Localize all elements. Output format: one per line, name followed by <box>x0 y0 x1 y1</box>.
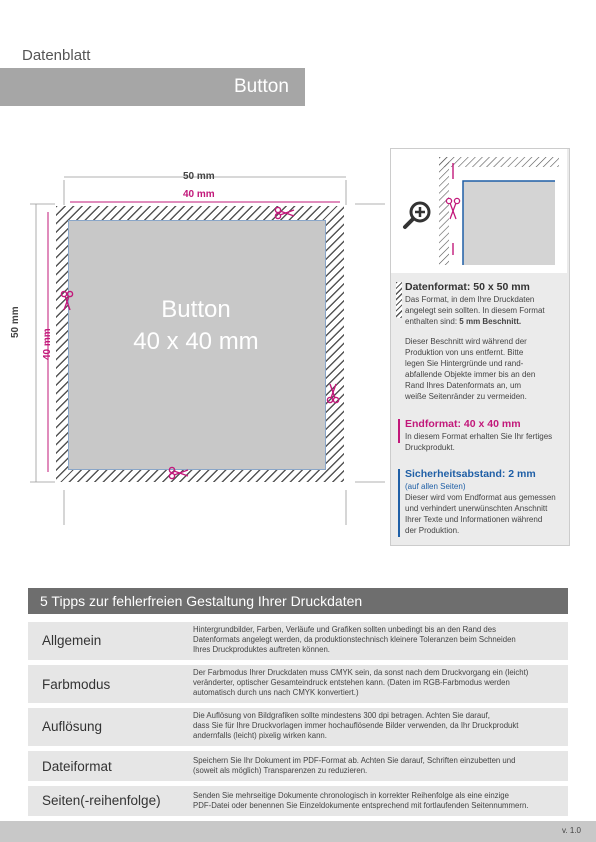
sicherheit-text-3: Ihrer Texte und Informationen während <box>405 515 543 524</box>
footer-bar <box>0 821 596 842</box>
beschnitt-text-3: legen Sie Hintergründe und rand- <box>405 359 524 368</box>
button-label: Button <box>161 296 231 323</box>
datenformat-title: Datenformat: 50 x 50 mm <box>405 281 530 293</box>
sicherheit-subtitle: (auf allen Seiten) <box>405 482 466 491</box>
version-label: v. 1.0 <box>562 826 581 835</box>
scissors-icon <box>274 206 296 220</box>
sicherheit-title: Sicherheitsabstand: 2 mm <box>405 468 536 480</box>
tip-label: Auflösung <box>42 719 103 734</box>
datenformat-text-1: Das Format, in dem Ihre Druckdaten <box>405 295 535 304</box>
page-title: Button <box>234 76 289 97</box>
datenformat-text-bold: 5 mm Beschnitt. <box>459 317 522 326</box>
bleed-indicator <box>396 282 402 318</box>
beschnitt-text-2: Produktion von uns entfernt. Bitte <box>405 348 524 357</box>
beschnitt-text-6: weiße Seitenränder zu vermeiden. <box>405 392 527 401</box>
endformat-text-2: Druckprodukt. <box>405 443 455 452</box>
scissors-icon <box>326 382 340 404</box>
tip-text: Der Farbmodus Ihrer Druckdaten muss CMYK sein, da sonst nach dem Druckvorgang ein (leicht) veränderter, optischer Gesamteindruck entstehen kann. (Daten im RGB-Farbmodus werden automatisch durch uns nach CMYK konvertiert.) <box>193 668 529 697</box>
datenformat-text-2: angelegt sein sollten. In diesem Format <box>405 306 545 315</box>
tip-text: Senden Sie mehrseitige Dokumente chronologisch in korrekter Reihenfolge als eine einzige PDF-Datei oder benennen Sie Einzeldokumente entsprechend mit fortlaufenden Seitennummern. <box>193 791 529 810</box>
tips-title: 5 Tipps zur fehlerfreien Gestaltung Ihrer Druckdaten <box>40 593 363 609</box>
magnifier-plus-icon <box>401 200 433 230</box>
scissors-icon <box>60 290 74 312</box>
endformat-indicator <box>398 419 400 443</box>
tip-text: Die Auflösung von Bildgrafiken sollte mindestens 300 dpi betragen. Achten Sie darauf, dass Sie für Ihre Druckvorlagen immer hochauflösende Bilder verwenden, da Ihr Druckprodukt andernfalls (leicht) pixelig wirken kann. <box>193 711 519 740</box>
beschnitt-text-1: Dieser Beschnitt wird während der <box>405 337 527 346</box>
tip-label: Dateiformat <box>42 759 112 774</box>
inner-width-label: 40 mm <box>183 189 215 200</box>
tip-text: Speichern Sie Ihr Dokument im PDF-Format ab. Achten Sie darauf, Schriften einzubetten und (soweit als möglich) Transparenzen zu reduzieren. <box>193 756 516 775</box>
outer-height-label: 50 mm <box>10 306 21 338</box>
endformat-title: Endformat: 40 x 40 mm <box>405 418 521 430</box>
endformat-text-1: In diesem Format erhalten Sie Ihr fertiges <box>405 432 553 441</box>
sicherheit-text-2: und verhindert unerwünschten Anschnitt <box>405 504 548 513</box>
beschnitt-text-4: abfallende Objekte immer bis an den <box>405 370 536 379</box>
sicherheit-text-1: Dieser wird vom Endformat aus gemessen <box>405 493 556 502</box>
button-size-label: 40 x 40 mm <box>133 328 259 355</box>
inner-height-label: 40 mm <box>42 328 53 360</box>
tip-label: Allgemein <box>42 633 102 648</box>
scissors-icon <box>168 466 190 480</box>
sicherheit-indicator <box>398 469 400 537</box>
sicherheit-text-4: der Produktion. <box>405 526 460 535</box>
tip-label: Seiten(-reihenfolge) <box>42 793 161 808</box>
tip-label: Farbmodus <box>42 677 111 692</box>
tip-text: Hintergrundbilder, Farben, Verläufe und Grafiken sollten unbedingt bis an den Rand des Datenformats angelegt werden, da produktionstechnisch kleinere Toleranzen beim Schneiden Ihres Druckproduktes auftreten können. <box>193 625 516 654</box>
beschnitt-text-5: Rand Ihres Datenformats an, um <box>405 381 522 390</box>
datenformat-text-3: enthalten sind: 5 mm Beschnitt. <box>405 317 522 326</box>
datasheet-tab-label: Datenblatt <box>22 47 91 64</box>
outer-width-label: 50 mm <box>183 171 215 182</box>
